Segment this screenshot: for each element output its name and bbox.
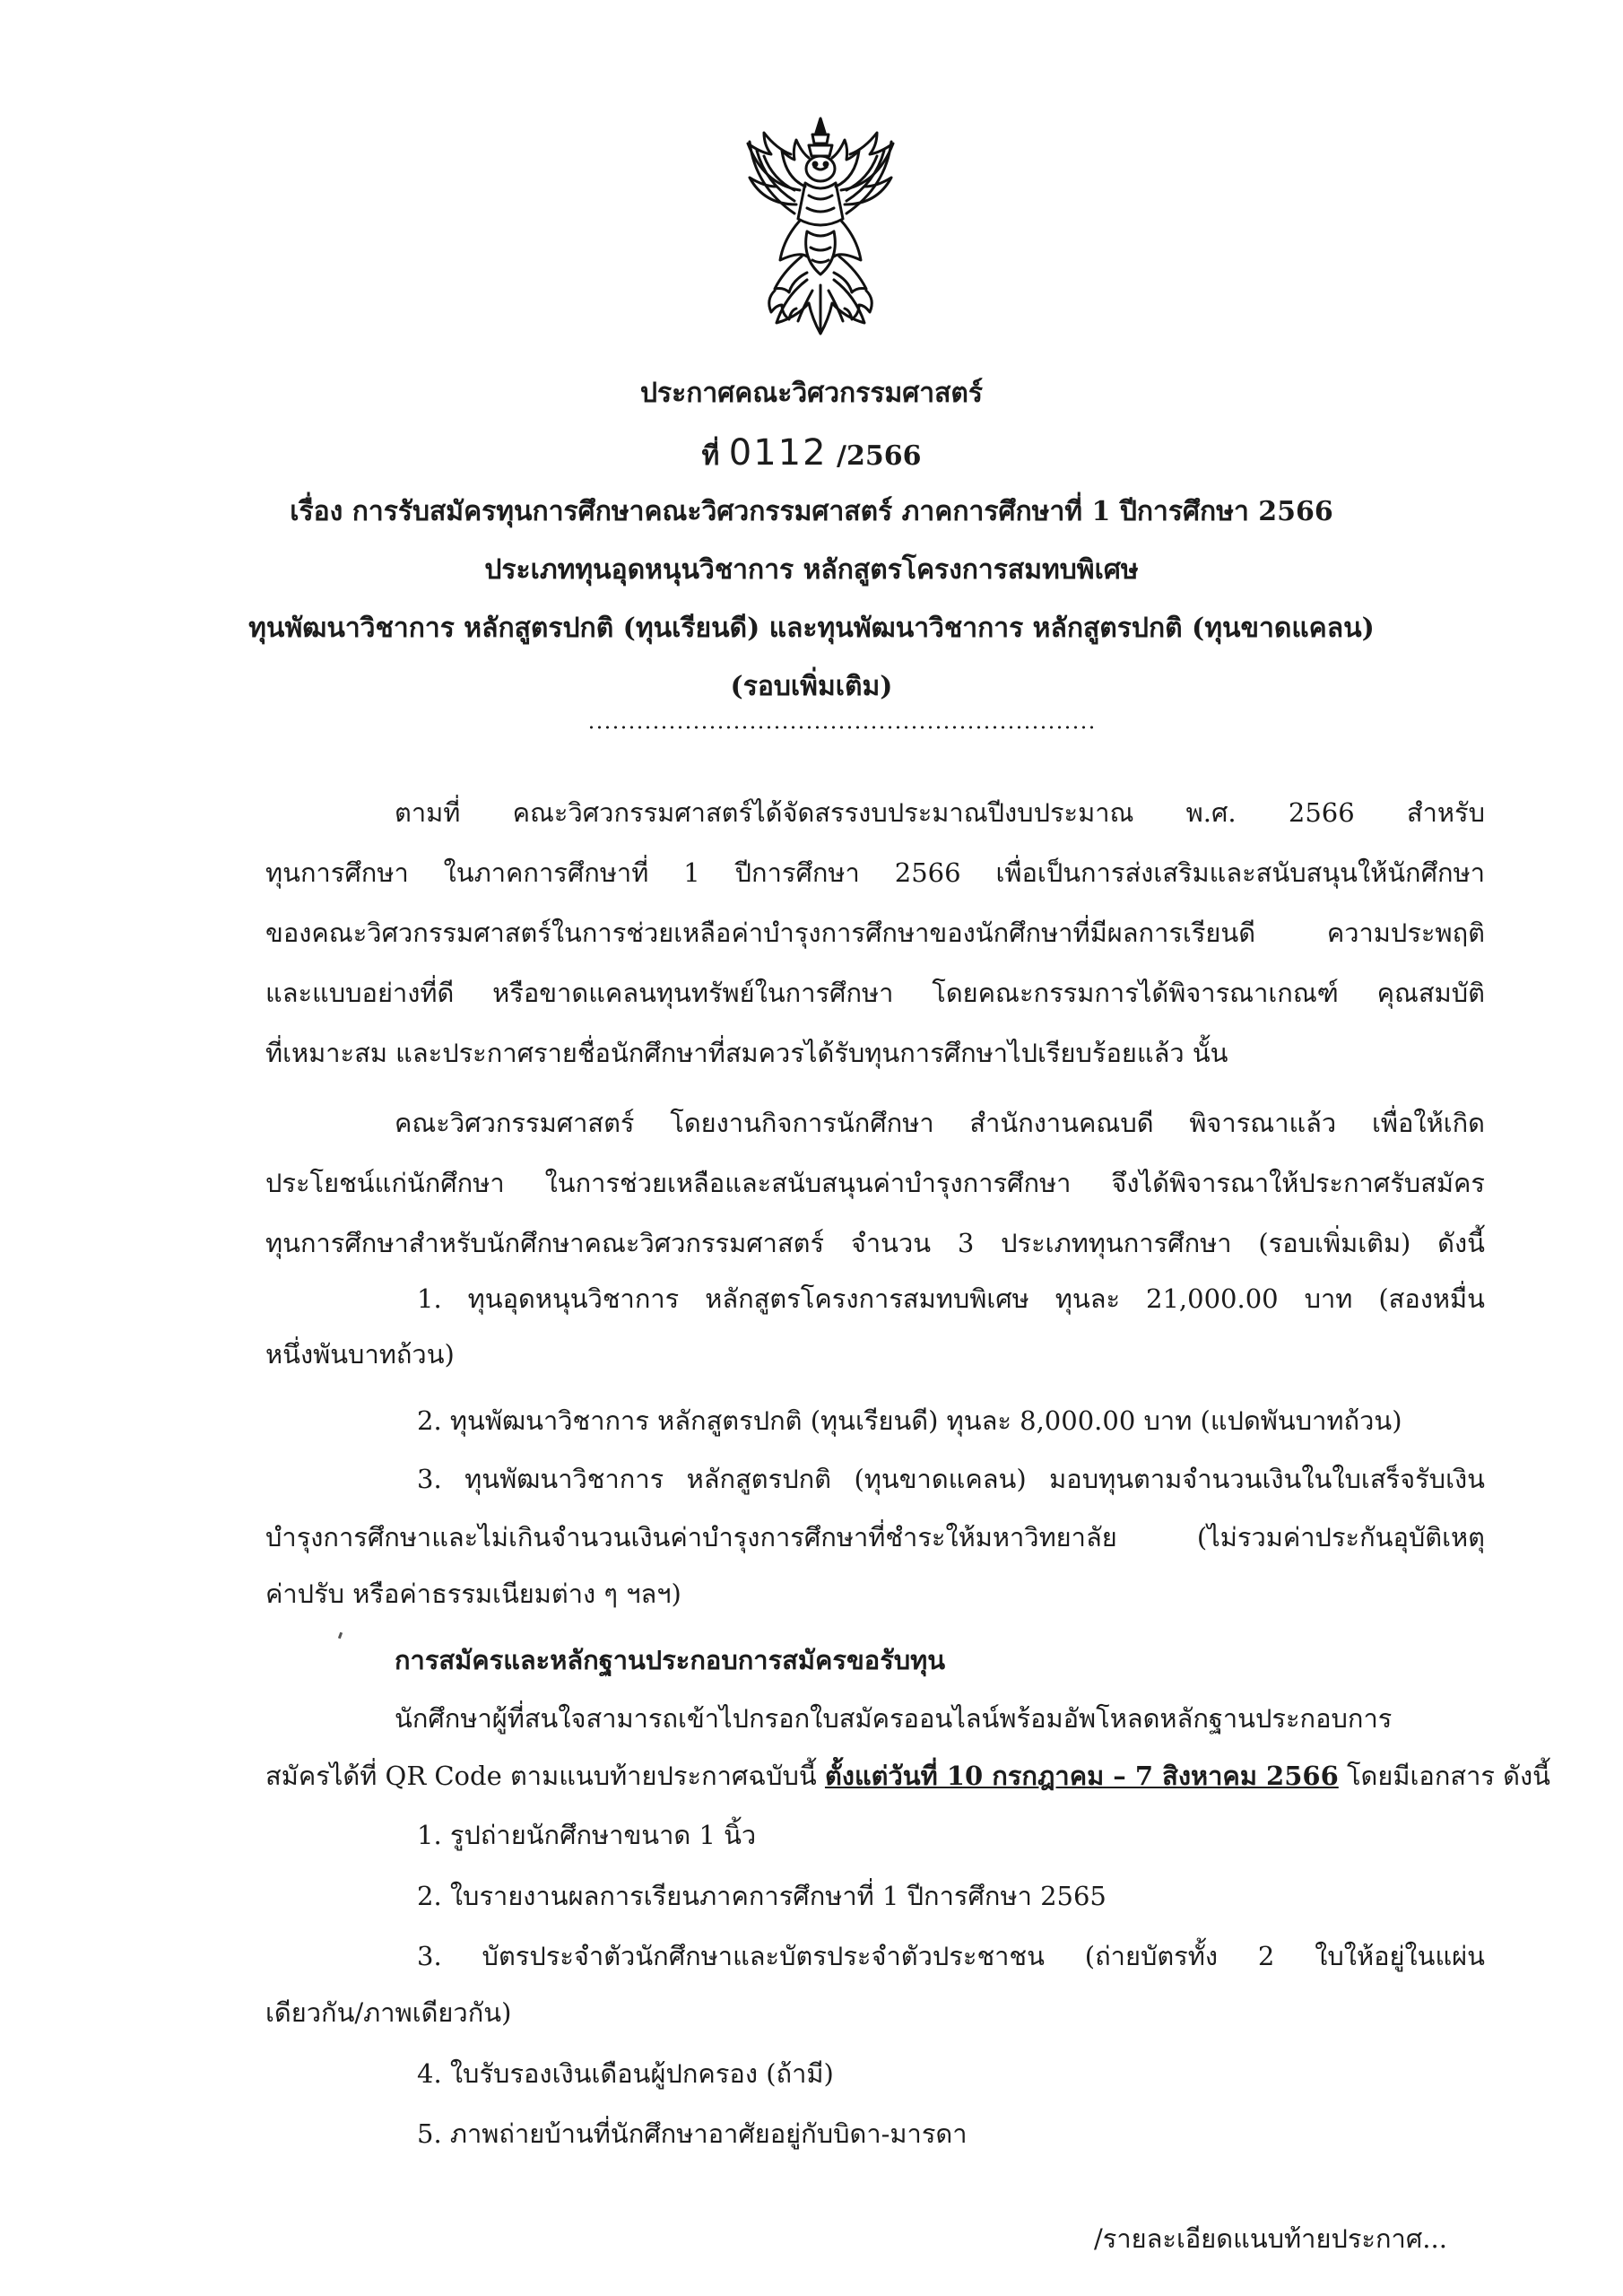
scan-mark [338, 1632, 343, 1639]
subject-line-1: เรื่อง การรับสมัครทุนการศึกษาคณะวิศวกรรมศาสตร์ ภาคการศึกษาที่ 1 ปีการศึกษา 2566 [290, 496, 1333, 527]
para1-line-1: ตามที่ คณะวิศวกรรมศาสตร์ได้จัดสรรงบประมาณปีงบประมาณ พ.ศ. 2566 สำหรับ [395, 797, 1485, 828]
subject-line-4: (รอบเพิ่มเติม) [730, 671, 893, 702]
para1-line-5: ที่เหมาะสม และประกาศรายชื่อนักศึกษาที่สมควรได้รับทุนการศึกษาไปเรียบร้อยแล้ว นั้น [265, 1038, 1228, 1068]
document-item-1: 1. รูปถ่ายนักศึกษาขนาด 1 นิ้ว [417, 1820, 757, 1850]
subject-line-2: ประเภททุนอุดหนุนวิชาการ หลักสูตรโครงการสมทบพิเศษ [484, 554, 1139, 586]
document-item-5: 5. ภาพถ่ายบ้านที่นักศึกษาอาศัยอยู่กับบิดา-มารดา [417, 2118, 968, 2149]
document-item-3-line-1: 3. บัตรประจำตัวนักศึกษาและบัตรประจำตัวประชาชน (ถ่ายบัตรทั้ง 2 ใบให้อยู่ในแผ่น [417, 1941, 1485, 1971]
para2-line-2: ประโยชน์แก่นักศึกษา ในการช่วยเหลือและสนับสนุนค่าบำรุงการศึกษา จึงได้พิจารณาให้ประกาศรับสมัคร [265, 1168, 1485, 1198]
announcement-title: ประกาศคณะวิศวกรรมศาสตร์ [639, 378, 984, 409]
scholarship-item-3-line-2: บำรุงการศึกษาและไม่เกินจำนวนเงินค่าบำรุงการศึกษาที่ชำระให้มหาวิทยาลัย (ไม่รวมค่าประกันอุบัติเหตุ [265, 1522, 1485, 1552]
document-item-2: 2. ใบรายงานผลการเรียนภาคการศึกษาที่ 1 ปีการศึกษา 2565 [417, 1881, 1107, 1911]
scholarship-item-2: 2. ทุนพัฒนาวิชาการ หลักสูตรปกติ (ทุนเรียนดี) ทุนละ 8,000.00 บาท (แปดพันบาทถ้วน) [417, 1405, 1402, 1436]
para2-line-3: ทุนการศึกษาสำหรับนักศึกษาคณะวิศวกรรมศาสตร์ จำนวน 3 ประเภททุนการศึกษา (รอบเพิ่มเติม) ดังนี้ [265, 1228, 1485, 1258]
garuda-emblem-icon [744, 115, 897, 339]
continued-note: /รายละเอียดแนบท้ายประกาศ... [1094, 2223, 1447, 2254]
application-line-2-end: โดยมีเอกสาร ดังนี้ [1338, 1761, 1550, 1791]
number-suffix: /2566 [837, 440, 922, 472]
application-line-1: นักศึกษาผู้ที่สนใจสามารถเข้าไปกรอกใบสมัครออนไลน์พร้อมอัพโหลดหลักฐานประกอบการ [395, 1703, 1393, 1734]
announcement-number [0, 430, 1623, 475]
application-line-2-start: สมัครได้ที่ QR Code ตามแนบท้ายประกาศฉบับนี้ [265, 1761, 825, 1791]
document-item-3-line-2: เดียวกัน/ภาพเดียวกัน) [265, 1997, 512, 2028]
subject-line-3: ทุนพัฒนาวิชาการ หลักสูตรปกติ (ทุนเรียนดี) และทุนพัฒนาวิชาการ หลักสูตรปกติ (ทุนขาดแคลน) [248, 613, 1375, 644]
number-prefix: ที่ [701, 440, 720, 472]
para1-line-3: ของคณะวิศวกรรมศาสตร์ในการช่วยเหลือค่าบำรุงการศึกษาของนักศึกษาที่มีผลการเรียนดี ความประพฤติ [265, 918, 1485, 948]
scholarship-item-3-line-1: 3. ทุนพัฒนาวิชาการ หลักสูตรปกติ (ทุนขาดแคลน) มอบทุนตามจำนวนเงินในใบเสร็จรับเงิน [417, 1464, 1485, 1494]
dotted-divider [587, 725, 1098, 730]
application-subheading: การสมัครและหลักฐานประกอบการสมัครขอรับทุน [395, 1645, 946, 1675]
scholarship-item-3-line-3: ค่าปรับ หรือค่าธรรมเนียมต่าง ๆ ฯลฯ) [265, 1578, 681, 1609]
scholarship-item-1-line-1: 1. ทุนอุดหนุนวิชาการ หลักสูตรโครงการสมทบพิเศษ ทุนละ 21,000.00 บาท (สองหมื่น [417, 1283, 1485, 1314]
number-value: 0112 [728, 432, 828, 474]
para1-line-4: และแบบอย่างที่ดี หรือขาดแคลนทุนทรัพย์ในการศึกษา โดยคณะกรรมการได้พิจารณาเกณฑ์ คุณสมบัติ [265, 978, 1485, 1008]
document-item-4: 4. ใบรับรองเงินเดือนผู้ปกครอง (ถ้ามี) [417, 2058, 834, 2089]
application-line-2 [265, 1760, 1550, 1792]
application-period: ตั้งแต่วันที่ 10 กรกฎาคม – 7 สิงหาคม 2566 [824, 1761, 1339, 1791]
scholarship-item-1-line-2: หนึ่งพันบาทถ้วน) [265, 1339, 455, 1370]
para2-line-1: คณะวิศวกรรมศาสตร์ โดยงานกิจการนักศึกษา สำนักงานคณบดี พิจารณาแล้ว เพื่อให้เกิด [395, 1108, 1485, 1138]
para1-line-2: ทุนการศึกษา ในภาคการศึกษาที่ 1 ปีการศึกษา 2566 เพื่อเป็นการส่งเสริมและสนับสนุนให้นักศึกษา [265, 857, 1485, 888]
